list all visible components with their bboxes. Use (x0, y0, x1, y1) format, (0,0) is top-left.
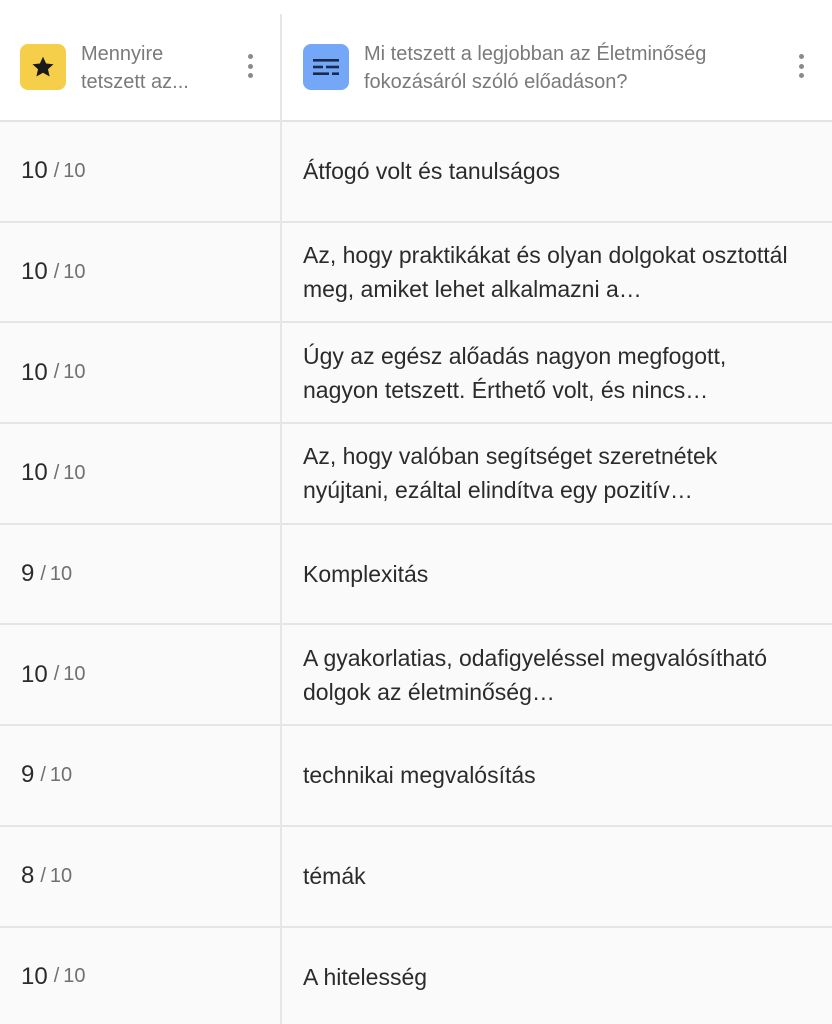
rating-separator: / (40, 864, 46, 887)
answer-text: Az, hogy praktikákat és olyan dolgokat osztottál meg, amiket lehet alkalmazni a… (303, 242, 788, 303)
table-row[interactable] (0, 625, 832, 726)
rating-cell (21, 625, 271, 724)
rating-separator: / (53, 361, 60, 384)
column-menu-button-answer[interactable] (789, 50, 813, 82)
answer-cell (303, 726, 793, 825)
rating-max: 10 (49, 864, 73, 887)
kebab-dot (799, 54, 804, 59)
rating-cell (21, 928, 271, 1024)
answer-text: témák (303, 863, 366, 890)
rating-separator: / (40, 763, 46, 786)
rating-max: 10 (49, 562, 73, 585)
answer-cell (303, 122, 793, 221)
rating-value: 9 (21, 761, 35, 789)
rating-value: 10 (21, 358, 48, 386)
rating-type-icon (20, 44, 66, 90)
rating-value: 9 (21, 560, 35, 588)
table-row[interactable] (0, 928, 832, 1024)
rating-value: 10 (21, 660, 48, 688)
kebab-dot (248, 73, 253, 78)
rating-cell (21, 827, 271, 926)
rating-value: 10 (21, 258, 48, 286)
rating-max: 10 (63, 361, 86, 384)
text-lines-icon (312, 56, 340, 78)
answer-text: Komplexitás (303, 561, 429, 588)
star-icon (30, 54, 56, 80)
rating-cell (21, 323, 271, 422)
answer-cell (303, 525, 793, 624)
rating-max: 10 (63, 965, 86, 988)
rating-value: 10 (21, 459, 48, 487)
rating-max: 10 (63, 663, 86, 686)
rating-max: 10 (63, 159, 86, 182)
answer-text: A gyakorlatias, odafigyeléssel megvalósítható dolgok az életminőség… (303, 644, 768, 705)
answer-cell (303, 323, 793, 422)
column-header-answer[interactable] (282, 0, 832, 120)
rating-separator: / (53, 663, 60, 686)
column-menu-button-rating[interactable] (238, 50, 262, 82)
rating-cell (21, 223, 271, 322)
rating-separator: / (53, 159, 60, 182)
table-row[interactable] (0, 525, 832, 626)
rating-value: 10 (21, 157, 48, 185)
column-title-rating: Mennyire tetszett az... (81, 43, 189, 93)
rating-cell (21, 122, 271, 221)
table-row[interactable] (0, 726, 832, 827)
table-body (0, 122, 832, 1024)
column-header-rating[interactable] (0, 0, 280, 120)
rating-max: 10 (63, 260, 86, 283)
table-row[interactable] (0, 827, 832, 928)
rating-cell (21, 424, 271, 523)
rating-cell (21, 525, 271, 624)
rating-separator: / (40, 562, 46, 585)
answer-text: technikai megvalósítás (303, 762, 536, 789)
answer-cell (303, 424, 793, 523)
answer-cell (303, 625, 793, 724)
column-divider[interactable] (280, 14, 282, 1024)
kebab-dot (799, 73, 804, 78)
rating-separator: / (53, 461, 60, 484)
rating-cell (21, 726, 271, 825)
rating-separator: / (53, 260, 60, 283)
answer-cell (303, 928, 793, 1024)
table-row[interactable] (0, 223, 832, 324)
table-row[interactable] (0, 122, 832, 223)
kebab-dot (799, 64, 804, 69)
answer-text: Úgy az egész alőadás nagyon megfogott, nagyon tetszett. Érthető volt, és nincs… (303, 342, 727, 403)
rating-max: 10 (49, 763, 73, 786)
kebab-dot (248, 54, 253, 59)
rating-value: 10 (21, 962, 48, 990)
table-row[interactable] (0, 424, 832, 525)
answer-text: Az, hogy valóban segítséget szeretnétek nyújtani, ezáltal elindítva egy pozitív… (303, 443, 718, 504)
text-type-icon (303, 44, 349, 90)
table-header (0, 0, 832, 122)
answer-text: Átfogó volt és tanulságos (303, 158, 560, 185)
rating-value: 8 (21, 862, 35, 890)
answer-cell (303, 827, 793, 926)
column-title-answer: Mi tetszett a legjobban az Életminőség fokozásáról szóló előadáson? (364, 43, 707, 93)
kebab-dot (248, 64, 253, 69)
table-row[interactable] (0, 323, 832, 424)
answer-text: A hitelesség (303, 963, 428, 990)
rating-separator: / (53, 965, 60, 988)
rating-max: 10 (63, 461, 86, 484)
answer-cell (303, 223, 793, 322)
